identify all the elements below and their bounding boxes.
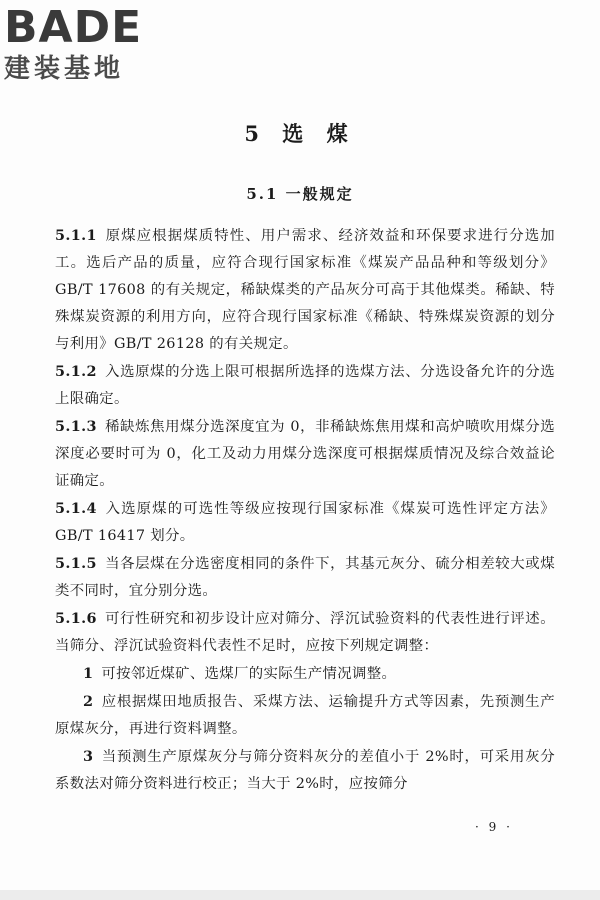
clause-number: 5.1.6	[55, 610, 97, 627]
clause-5-1-3	[55, 413, 555, 495]
item-number: 2	[83, 693, 94, 710]
clause-text: 入选原煤的分选上限可根据所选择的选煤方法、分选设备允许的分选上限确定。	[55, 364, 555, 407]
clause-5-1-4	[55, 495, 555, 550]
item-number: 3	[83, 748, 94, 765]
clause-text: 入选原煤的可选性等级应按现行国家标准《煤炭可选性评定方法》GB/T 16417 划分。	[55, 501, 555, 544]
clause-number: 5.1.4	[55, 500, 97, 517]
clause-number: 5.1.5	[55, 555, 97, 572]
clause-number: 5.1.1	[55, 227, 97, 244]
clause-5-1-1	[55, 222, 555, 358]
item-number: 1	[83, 665, 94, 682]
watermark-logo	[4, 4, 174, 88]
list-item-1	[55, 660, 555, 688]
list-item-3	[55, 743, 555, 798]
logo-mark: BADE	[4, 2, 143, 53]
clause-text: 当各层煤在分选密度相同的条件下，其基元灰分、硫分相差较大或煤类不同时，宜分别分选。	[55, 556, 555, 599]
clause-text: 原煤应根据煤质特性、用户需求、经济效益和环保要求进行分选加工。选后产品的质量，应符合现行国家标准《煤炭产品品种和等级划分》GB/T 17608 的有关规定，稀缺煤类的产品灰分可高于其他煤类。稀缺、特殊煤炭资源的利用方向，应符合现行国家标准《稀缺、特殊煤炭资源的划分与利用》GB/T 26128 的有关规定。	[55, 228, 555, 352]
clause-5-1-2	[55, 358, 555, 413]
section-title: 5.1 一般规定	[246, 185, 354, 203]
page-number: · 9 ·	[475, 820, 513, 834]
page-bottom-edge	[0, 890, 600, 900]
clause-text: 稀缺炼焦用煤分选深度宜为 0，非稀缺炼焦用煤和高炉喷吹用煤分选深度必要时可为 0，化工及动力用煤分选深度可根据煤质情况及综合效益论证确定。	[55, 419, 555, 489]
clause-5-1-5	[55, 550, 555, 605]
clause-5-1-6	[55, 605, 555, 660]
logo-subtitle: 建装基地	[4, 54, 125, 84]
clause-number: 5.1.3	[55, 418, 97, 435]
item-text: 应根据煤田地质报告、采煤方法、运输提升方式等因素，先预测生产原煤灰分，再进行资料调整。	[55, 694, 555, 737]
body-text	[55, 222, 555, 798]
chapter-title: 5 选 煤	[244, 121, 356, 146]
list-item-2	[55, 688, 555, 743]
clause-number: 5.1.2	[55, 363, 97, 380]
item-text: 可按邻近煤矿、选煤厂的实际生产情况调整。	[101, 666, 397, 682]
item-text: 当预测生产原煤灰分与筛分资料灰分的差值小于 2%时，可采用灰分系数法对筛分资料进行校正；当大于 2%时，应按筛分	[55, 749, 555, 792]
clause-text: 可行性研究和初步设计应对筛分、浮沉试验资料的代表性进行评述。当筛分、浮沉试验资料代表性不足时，应按下列规定调整：	[55, 611, 555, 654]
